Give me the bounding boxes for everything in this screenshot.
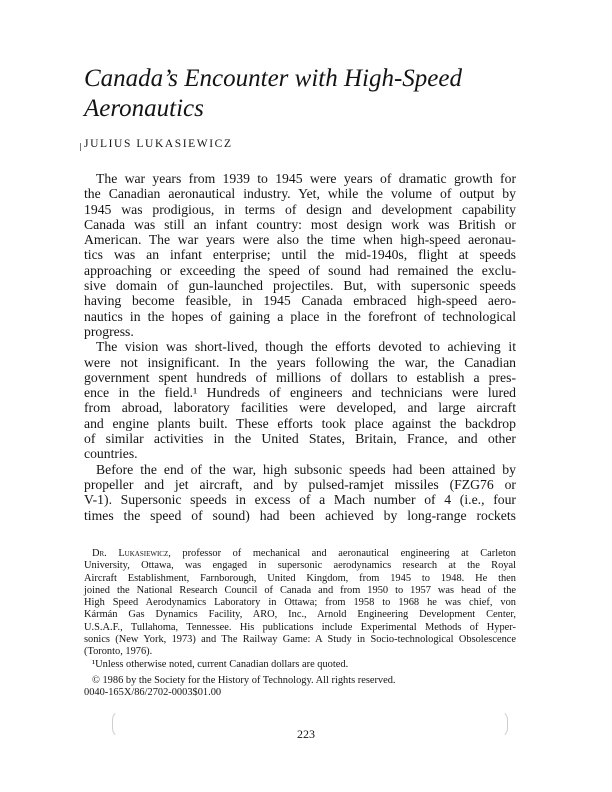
text-line: having become feasible, in 1945 Canada embraced high-speed aero- xyxy=(84,293,516,309)
copyright-notice: © 1986 by the Society for the History of Technology. All rights reserved. xyxy=(92,674,396,686)
page-number: 223 xyxy=(297,727,315,741)
article-body xyxy=(84,171,516,523)
text-line: propeller and jet aircraft, and by pulsed-ramjet missiles (FZG76 or xyxy=(84,476,516,492)
bio-name: Dr. Lukasiewicz xyxy=(92,548,169,559)
text-line: times the speed of sound) had been achieved by long-range rockets xyxy=(84,507,516,523)
footnote-line: University, Ottawa, was engaged in supersonic aerodynamics research at the Royal xyxy=(84,560,516,572)
text-line: government spent hundreds of millions of dollars to establish a pres- xyxy=(84,369,516,385)
footnote-line: U.S.A.F., Tullahoma, Tennessee. His publications include Experimental Methods of Hyper- xyxy=(84,621,516,633)
margin-tick xyxy=(80,143,81,151)
footnote-line: sonics (New York, 1973) and The Railway Game: A Study in Socio-technological Obsolescence xyxy=(84,634,516,646)
text-line: ence in the field.¹ Hundreds of engineers and technicians were lured xyxy=(84,385,516,401)
article-title xyxy=(84,64,524,124)
footnote-line: High Speed Aerodynamics Laboratory in Ottawa; from 1958 to 1968 he was chief, von xyxy=(84,597,516,609)
footnote-line: Aircraft Establishment, Farnborough, United Kingdom, from 1945 to 1948. He then xyxy=(84,572,516,584)
text-line: from abroad, laboratory facilities were developed, and large aircraft xyxy=(84,400,516,416)
author-name: JULIUS LUKASIEWICZ xyxy=(84,138,233,150)
text-line: were not insignificant. In the years following the war, the Canadian xyxy=(84,354,516,370)
text-line: progress. xyxy=(84,323,134,339)
paragraph-2 xyxy=(84,339,516,461)
text-line: 1945 was prodigious, in terms of design and development capability xyxy=(84,201,516,217)
article-title-line: Canada’s Encounter with High-Speed xyxy=(84,65,462,92)
footnote-line: (Toronto, 1976). xyxy=(84,646,153,658)
text-line: of similar activities in the United States, Britain, France, and other xyxy=(84,431,516,447)
footnote-1: ¹Unless otherwise noted, current Canadian dollars are quoted. xyxy=(92,658,349,670)
text-line: and engine plants built. These efforts took place against the backdrop xyxy=(84,415,516,431)
text-line: sive domain of gun-launched projectiles. But, with supersonic speeds xyxy=(84,278,516,294)
footnote-line: Dr. Lukasiewicz, professor of mechanical and aeronautical engineering at Carleton xyxy=(92,548,516,559)
paragraph-3 xyxy=(84,462,516,523)
text-line: countries. xyxy=(84,446,138,462)
footnote-line: joined the National Research Council of Canada and from 1950 to 1957 was head of the xyxy=(84,584,516,596)
text-line: Canada was still an infant country: most design work was British or xyxy=(84,216,516,232)
text-line: tics was an infant enterprise; until the mid-1940s, flight at speeds xyxy=(84,247,516,263)
text-line: V-1). Supersonic speeds in excess of a Mach number of 4 (i.e., four xyxy=(84,492,516,508)
text-line: The war years from 1939 to 1945 were years of dramatic growth for xyxy=(96,171,516,186)
paragraph-1 xyxy=(84,171,516,339)
footnote-line: Kármán Gas Dynamics Facility, ARO, Inc., Arnold Engineering Development Center, xyxy=(84,609,516,621)
author-bio xyxy=(84,548,516,659)
text-line: approaching or exceeding the speed of sound had remained the exclu- xyxy=(84,262,516,278)
text-line: The vision was short-lived, though the efforts devoted to achieving it xyxy=(96,339,516,355)
text-line: Before the end of the war, high subsonic speeds had been attained by xyxy=(96,461,516,477)
text-line: nautics in the hopes of gaining a place in the forefront of technological xyxy=(84,308,516,324)
article-title-line: Aeronautics xyxy=(84,95,204,122)
footnotes xyxy=(84,548,516,700)
text-line: the Canadian aeronautical industry. Yet, while the volume of output by xyxy=(84,186,516,202)
text-line: American. The war years were also the time when high-speed aeronau- xyxy=(84,232,516,248)
issn-code: 0040-165X/86/2702-0003$01.00 xyxy=(84,687,222,699)
